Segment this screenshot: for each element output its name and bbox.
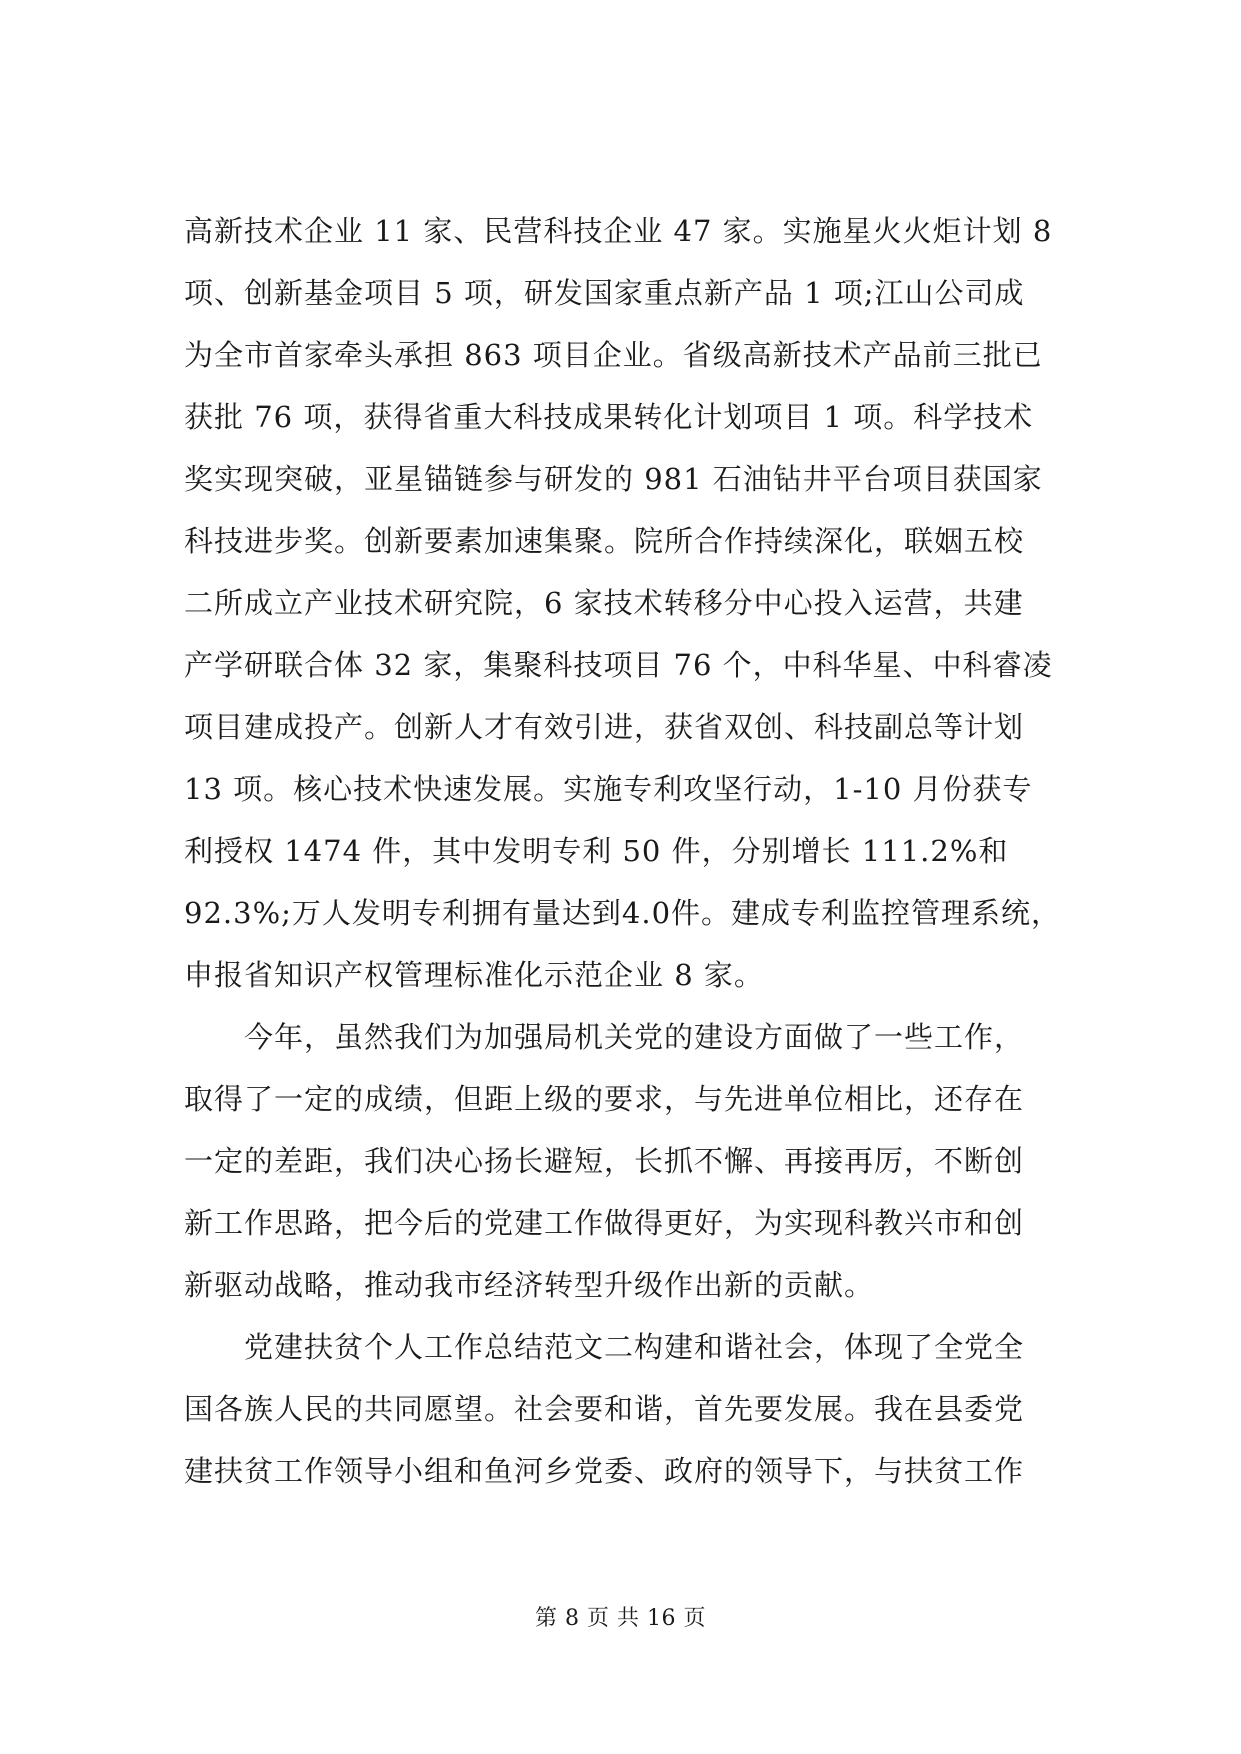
- text-line: 高新技术企业 11 家、民营科技企业 47 家。实施星火火炬计划 8: [184, 214, 1053, 248]
- document-body: [184, 200, 1074, 1502]
- text-line: 二所成立产业技术研究院，6 家技术转移分中心投入运营，共建: [184, 586, 1024, 620]
- text-line: 今年，虽然我们为加强局机关党的建设方面做了一些工作，: [184, 1020, 1025, 1054]
- text-line: 国各族人民的共同愿望。社会要和谐，首先要发展。我在县委党: [184, 1392, 1025, 1426]
- paragraph: [184, 1316, 1074, 1502]
- text-line: 科技进步奖。创新要素加速集聚。院所合作持续深化，联姻五校: [184, 524, 1025, 558]
- text-line: 申报省知识产权管理标准化示范企业 8 家。: [184, 958, 764, 992]
- text-line: 产学研联合体 32 家，集聚科技项目 76 个，中科华星、中科睿凌: [184, 648, 1053, 682]
- text-line: 获批 76 项，获得省重大科技成果转化计划项目 1 项。科学技术: [184, 400, 1034, 434]
- text-line: 项目建成投产。创新人才有效引进，获省双创、科技副总等计划: [184, 710, 1025, 744]
- text-line: 项、创新基金项目 5 项，研发国家重点新产品 1 项;江山公司成: [184, 276, 1025, 310]
- text-line: 利授权 1474 件，其中发明专利 50 件，分别增长 111.2%和: [184, 834, 1009, 868]
- text-line: 建扶贫工作领导小组和鱼河乡党委、政府的领导下，与扶贫工作: [184, 1454, 1025, 1488]
- page-number-footer: 第 8 页 共 16 页: [535, 1606, 706, 1631]
- text-line: 92.3%;万人发明专利拥有量达到4.0件。建成专利监控管理系统，: [184, 896, 1062, 930]
- text-line: 党建扶贫个人工作总结范文二构建和谐社会，体现了全党全: [184, 1330, 1025, 1364]
- text-line: 新工作思路，把今后的党建工作做得更好，为实现科教兴市和创: [184, 1206, 1025, 1240]
- text-line: 新驱动战略，推动我市经济转型升级作出新的贡献。: [184, 1268, 875, 1302]
- text-line: 取得了一定的成绩，但距上级的要求，与先进单位相比，还存在: [184, 1082, 1025, 1116]
- text-line: 一定的差距，我们决心扬长避短，长抓不懈、再接再厉，不断创: [184, 1144, 1025, 1178]
- text-line: 为全市首家牵头承担 863 项目企业。省级高新技术产品前三批已: [184, 338, 1043, 372]
- text-line: 奖实现突破，亚星锚链参与研发的 981 石油钻井平台项目获国家: [184, 462, 1043, 496]
- paragraph: [184, 1006, 1074, 1316]
- text-line: 13 项。核心技术快速发展。实施专利攻坚行动，1-10 月份获专: [184, 772, 1033, 806]
- paragraph: [184, 200, 1074, 1006]
